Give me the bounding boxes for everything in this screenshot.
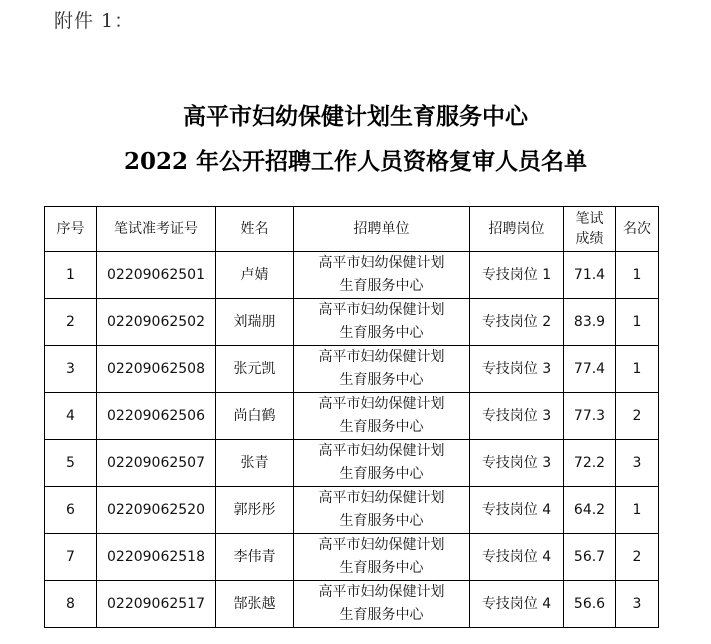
table-row <box>45 252 659 299</box>
cell-seq: 5 <box>45 440 97 487</box>
cell-score: 56.7 <box>564 534 616 581</box>
cell-score: 77.3 <box>564 393 616 440</box>
unit-line2: 生育服务中心 <box>339 372 424 388</box>
header-score <box>564 207 616 252</box>
cell-seq: 2 <box>45 299 97 346</box>
cell-name: 郭彤彤 <box>216 487 294 534</box>
cell-position: 专技岗位 2 <box>470 299 564 346</box>
document-subtitle: 2022 年公开招聘工作人员资格复审人员名单 <box>123 148 588 175</box>
cell-exam-id: 02209062517 <box>97 581 216 628</box>
unit-line1: 高平市妇幼保健计划 <box>318 349 445 365</box>
unit-line2: 生育服务中心 <box>339 419 424 435</box>
table-row <box>45 346 659 393</box>
cell-name: 张元凯 <box>216 346 294 393</box>
cell-score: 71.4 <box>564 252 616 299</box>
cell-seq: 3 <box>45 346 97 393</box>
cell-unit <box>294 252 470 299</box>
cell-rank: 1 <box>616 299 659 346</box>
cell-unit <box>294 346 470 393</box>
header-position: 招聘岗位 <box>470 207 564 252</box>
cell-position: 专技岗位 4 <box>470 581 564 628</box>
cell-exam-id: 02209062508 <box>97 346 216 393</box>
unit-line1: 高平市妇幼保健计划 <box>318 490 445 506</box>
cell-exam-id: 02209062507 <box>97 440 216 487</box>
cell-seq: 1 <box>45 252 97 299</box>
header-exam-id: 笔试准考证号 <box>97 207 216 252</box>
table-row <box>45 534 659 581</box>
unit-line2: 生育服务中心 <box>339 466 424 482</box>
table-header-row <box>45 207 659 252</box>
cell-score: 77.4 <box>564 346 616 393</box>
table-row <box>45 393 659 440</box>
table-row <box>45 299 659 346</box>
cell-exam-id: 02209062502 <box>97 299 216 346</box>
unit-line2: 生育服务中心 <box>339 513 424 529</box>
cell-seq: 8 <box>45 581 97 628</box>
cell-exam-id: 02209062501 <box>97 252 216 299</box>
cell-unit <box>294 440 470 487</box>
header-score-line2: 成绩 <box>575 231 604 247</box>
cell-seq: 7 <box>45 534 97 581</box>
cell-score: 64.2 <box>564 487 616 534</box>
cell-name: 卢婧 <box>216 252 294 299</box>
attachment-label: 附件 1： <box>54 10 135 32</box>
cell-position: 专技岗位 4 <box>470 534 564 581</box>
cell-seq: 6 <box>45 487 97 534</box>
cell-rank: 2 <box>616 534 659 581</box>
candidate-table <box>44 206 659 628</box>
document-title: 高平市妇幼保健计划生育服务中心 <box>183 103 528 130</box>
cell-position: 专技岗位 4 <box>470 487 564 534</box>
cell-rank: 2 <box>616 393 659 440</box>
unit-line2: 生育服务中心 <box>339 278 424 294</box>
cell-name: 郜张越 <box>216 581 294 628</box>
header-name: 姓名 <box>216 207 294 252</box>
cell-position: 专技岗位 3 <box>470 393 564 440</box>
unit-line2: 生育服务中心 <box>339 325 424 341</box>
cell-exam-id: 02209062520 <box>97 487 216 534</box>
cell-name: 张青 <box>216 440 294 487</box>
unit-line1: 高平市妇幼保健计划 <box>318 302 445 318</box>
unit-line1: 高平市妇幼保健计划 <box>318 443 445 459</box>
unit-line2: 生育服务中心 <box>339 607 424 623</box>
cell-position: 专技岗位 3 <box>470 440 564 487</box>
header-rank: 名次 <box>616 207 659 252</box>
header-seq: 序号 <box>45 207 97 252</box>
cell-unit <box>294 581 470 628</box>
cell-rank: 1 <box>616 346 659 393</box>
cell-exam-id: 02209062506 <box>97 393 216 440</box>
cell-position: 专技岗位 3 <box>470 346 564 393</box>
cell-name: 尚白鹤 <box>216 393 294 440</box>
cell-name: 李伟青 <box>216 534 294 581</box>
table-row <box>45 581 659 628</box>
cell-position: 专技岗位 1 <box>470 252 564 299</box>
unit-line1: 高平市妇幼保健计划 <box>318 584 445 600</box>
table-row <box>45 440 659 487</box>
header-unit: 招聘单位 <box>294 207 470 252</box>
cell-score: 56.6 <box>564 581 616 628</box>
cell-rank: 3 <box>616 581 659 628</box>
cell-unit <box>294 534 470 581</box>
cell-unit <box>294 487 470 534</box>
cell-seq: 4 <box>45 393 97 440</box>
table-row <box>45 487 659 534</box>
cell-exam-id: 02209062518 <box>97 534 216 581</box>
cell-rank: 3 <box>616 440 659 487</box>
header-score-line1: 笔试 <box>575 211 604 227</box>
cell-rank: 1 <box>616 252 659 299</box>
unit-line1: 高平市妇幼保健计划 <box>318 255 445 271</box>
cell-score: 83.9 <box>564 299 616 346</box>
cell-rank: 1 <box>616 487 659 534</box>
unit-line1: 高平市妇幼保健计划 <box>318 396 445 412</box>
cell-unit <box>294 393 470 440</box>
unit-line2: 生育服务中心 <box>339 560 424 576</box>
cell-score: 72.2 <box>564 440 616 487</box>
unit-line1: 高平市妇幼保健计划 <box>318 537 445 553</box>
cell-unit <box>294 299 470 346</box>
cell-name: 刘瑞朋 <box>216 299 294 346</box>
